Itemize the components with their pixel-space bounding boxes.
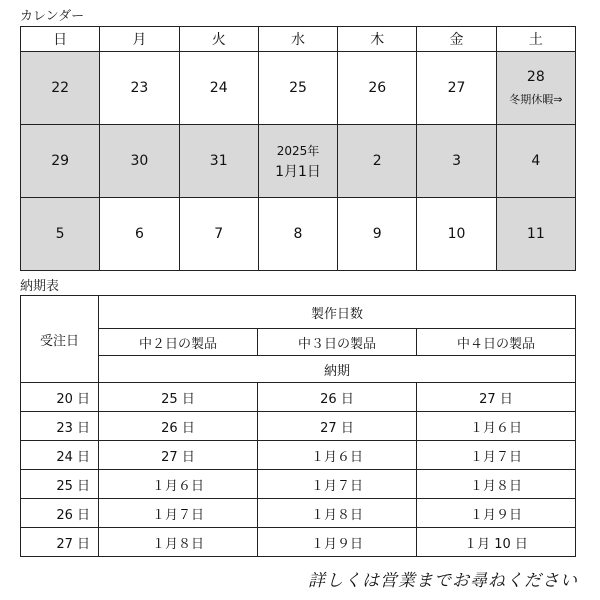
weekday-header: 金 [417,27,496,52]
due-date-cell: １月８日 [258,499,417,528]
weekday-header: 木 [338,27,417,52]
weekday-header: 日 [21,27,100,52]
day-number: 22 [51,80,70,96]
day-number: 2 [372,153,382,169]
delivery-table [20,295,576,557]
calendar-title: カレンダー [20,9,85,24]
calendar-week-row [21,198,576,271]
weekday-header: 土 [496,27,575,52]
weekday-header-row [21,27,576,52]
calendar-week-row [21,52,576,125]
product-header: 中４日の製品 [417,329,576,356]
calendar-day-cell [179,198,258,271]
due-date-cell: 26 日 [258,383,417,412]
due-date-cell: １月 10 日 [417,528,576,557]
calendar-body [21,52,576,271]
day-number: 29 [51,153,70,169]
calendar-table [20,26,576,271]
due-date-cell: １月７日 [417,441,576,470]
table-row [21,441,576,470]
due-date-cell: １月９日 [417,499,576,528]
calendar-day-cell [496,125,575,198]
order-date-cell: 20 日 [21,383,99,412]
due-date-cell: 26 日 [99,412,258,441]
due-date-cell: １月８日 [99,528,258,557]
day-number: 31 [209,153,228,169]
calendar-day-cell [417,125,496,198]
due-date-cell: 27 日 [258,412,417,441]
product-header: 中２日の製品 [99,329,258,356]
calendar-day-cell [338,198,417,271]
order-date-cell: 26 日 [21,499,99,528]
due-date-cell: 27 日 [417,383,576,412]
due-date-cell: １月７日 [99,499,258,528]
day-number: 4 [531,153,541,169]
due-date-header: 納期 [99,356,576,383]
calendar-day-cell [496,198,575,271]
calendar-day-cell [100,125,179,198]
due-date-cell: １月８日 [417,470,576,499]
weekday-header: 月 [100,27,179,52]
table-row [21,470,576,499]
weekday-header: 水 [258,27,337,52]
table-row [21,499,576,528]
order-date-cell: 25 日 [21,470,99,499]
calendar-day-cell [179,125,258,198]
order-date-cell: 24 日 [21,441,99,470]
day-number: 25 [289,80,307,96]
day-number: 6 [134,226,144,242]
calendar-day-cell [496,52,575,125]
order-date-header: 受注日 [21,296,99,383]
calendar-day-cell [338,52,417,125]
weekday-header: 火 [179,27,258,52]
calendar-day-cell [258,52,337,125]
table-row [21,528,576,557]
order-date-cell: 27 日 [21,528,99,557]
day-number: 28 [526,69,545,85]
due-date-cell: １月７日 [258,470,417,499]
calendar-day-cell [21,125,100,198]
day-number: 23 [130,80,149,96]
calendar-day-cell [417,52,496,125]
order-date-cell: 23 日 [21,412,99,441]
calendar-day-cell [338,125,417,198]
table-row [21,383,576,412]
day-number: 9 [372,226,382,242]
day-number: 27 [447,80,466,96]
calendar-week-row [21,125,576,198]
holiday-note: 冬期休暇⇒ [509,93,563,106]
production-days-header: 製作日数 [99,296,576,329]
day-number: 30 [130,153,149,169]
day-number: 10 [447,226,466,242]
day-number: 11 [526,226,545,242]
due-date-cell: １月６日 [258,441,417,470]
day-number: 1月1日 [275,163,321,180]
footer-note: 詳しくは営業までお尋ねください [308,571,578,591]
calendar-day-cell [179,52,258,125]
due-date-cell: １月６日 [417,412,576,441]
due-date-cell: 27 日 [99,441,258,470]
day-number: 26 [368,80,387,96]
day-number: 3 [452,153,461,169]
year-note: 2025年 [276,143,320,158]
calendar-day-cell [100,52,179,125]
day-number: 7 [214,226,224,242]
calendar-day-cell [258,198,337,271]
product-header: 中３日の製品 [258,329,417,356]
delivery-body [21,383,576,557]
day-number: 8 [293,226,303,242]
due-date-cell: １月９日 [258,528,417,557]
calendar-day-cell [258,125,337,198]
table-row [21,412,576,441]
calendar-day-cell [21,198,100,271]
calendar-day-cell [21,52,100,125]
day-number: 24 [209,80,228,96]
calendar-day-cell [417,198,496,271]
day-number: 5 [55,226,65,242]
due-date-cell: 25 日 [99,383,258,412]
due-date-cell: １月６日 [99,470,258,499]
calendar-day-cell [100,198,179,271]
delivery-table-title: 納期表 [20,279,60,294]
